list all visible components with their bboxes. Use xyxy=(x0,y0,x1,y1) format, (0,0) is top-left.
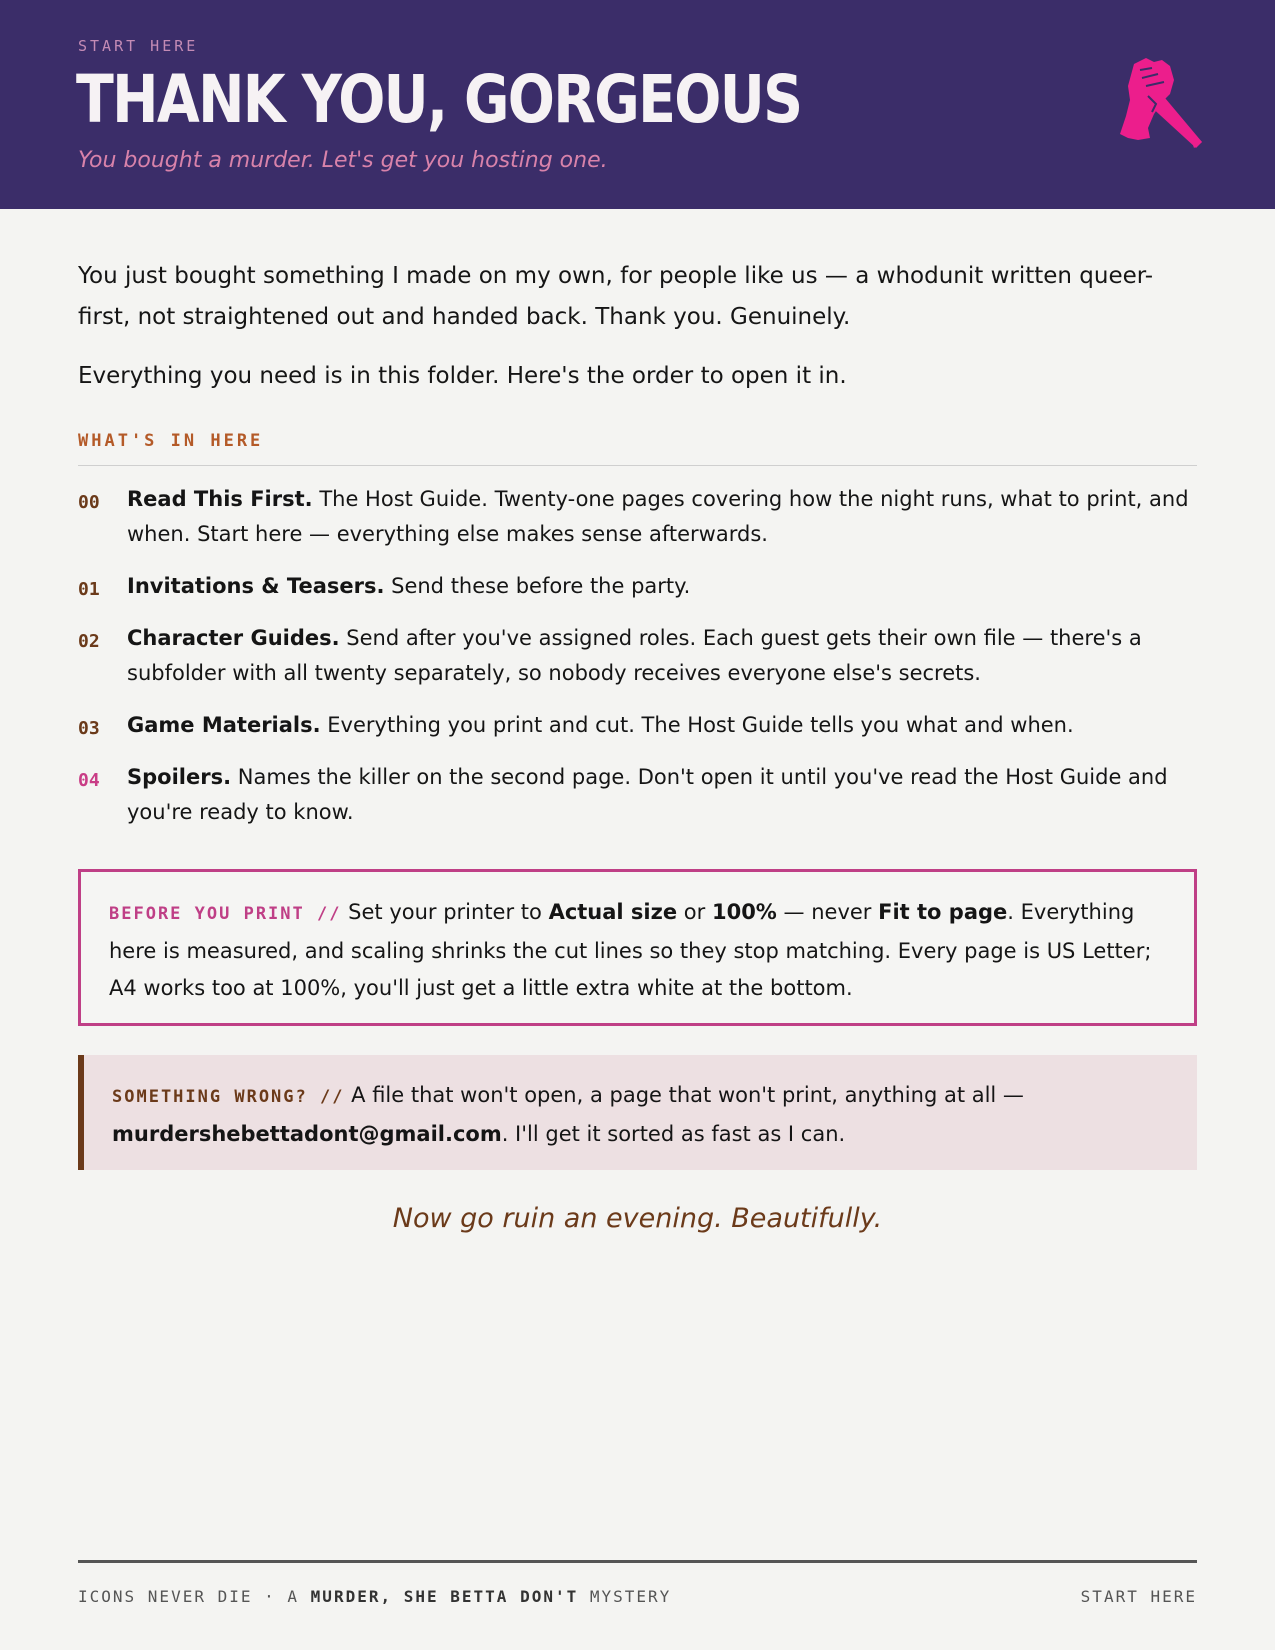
print-note-text: . Everything here is measured, and scaling shrinks the cut lines so they stop matching. Every page is US Letter; A4 works too at 100%, you'll just get a little extra white at the bottom. xyxy=(109,900,1152,1000)
item-number: 01 xyxy=(78,579,100,600)
print-note-bold: Fit to page xyxy=(878,900,1008,924)
item-number: 00 xyxy=(78,492,100,513)
print-note-text: — never xyxy=(783,900,872,924)
header-banner xyxy=(0,0,1275,209)
section-label-contents: WHAT'S IN HERE xyxy=(78,431,264,451)
list-item xyxy=(78,621,1200,691)
item-title: Spoilers. xyxy=(127,765,232,789)
item-text: Names the killer on the second page. Don't open it until you've read the Host Guide and you're ready to know. xyxy=(127,765,1168,824)
footer-section-label: START HERE xyxy=(1080,1587,1197,1606)
support-email-link[interactable]: murdershebettadont@gmail.com xyxy=(112,1122,502,1146)
raised-fist-dagger-icon xyxy=(1118,56,1202,150)
item-number: 03 xyxy=(78,718,100,739)
footer-suffix: MYSTERY xyxy=(589,1587,672,1606)
print-note-box xyxy=(78,869,1197,1026)
page-subtitle: You bought a murder. Let's get you hosting one. xyxy=(78,148,608,173)
print-note-text: or xyxy=(683,900,706,924)
footer-series-title: MURDER, SHE BETTA DON'T xyxy=(310,1587,579,1606)
contents-list xyxy=(78,482,1200,830)
item-title: Invitations & Teasers. xyxy=(127,574,385,598)
intro-paragraph-2: Everything you need is in this folder. Here's the order to open it in. xyxy=(78,363,847,389)
intro-paragraph: You just bought something I made on my own, for people like us — a whodunit written queer-first, not straightened out and handed back. Thank you. Genuinely. xyxy=(78,263,1154,330)
divider xyxy=(78,465,1197,466)
print-note-tag: BEFORE YOU PRINT // xyxy=(109,904,342,924)
footer-divider xyxy=(78,1560,1197,1563)
support-note-text: . I'll get it sorted as fast as I can. xyxy=(501,1122,846,1146)
footer-series-label xyxy=(78,1587,671,1606)
item-title: Read This First. xyxy=(127,487,313,511)
item-text: Send after you've assigned roles. Each guest gets their own file — there's a subfolder with all twenty separately, so nobody receives everyone else's secrets. xyxy=(127,626,1142,685)
support-note-box xyxy=(78,1055,1197,1170)
print-note-bold: 100% xyxy=(711,900,777,924)
print-note-bold: Actual size xyxy=(548,900,678,924)
item-number: 04 xyxy=(78,770,100,791)
support-note-tag: SOMETHING WRONG? // xyxy=(112,1087,345,1107)
closing-line: Now go ruin an evening. Beautifully. xyxy=(392,1203,883,1234)
item-text: The Host Guide. Twenty-one pages covering how the night runs, what to print, and when. Start here — everything else makes sense afterwards. xyxy=(127,487,1189,546)
item-text: Everything you print and cut. The Host Guide tells you what and when. xyxy=(327,713,1074,737)
item-number: 02 xyxy=(78,631,100,652)
item-title: Game Materials. xyxy=(127,713,321,737)
kicker-label: START HERE xyxy=(78,37,199,55)
page-title: THANK YOU, GORGEOUS xyxy=(76,61,802,138)
item-title: Character Guides. xyxy=(127,626,340,650)
item-text: Send these before the party. xyxy=(391,574,691,598)
list-item xyxy=(78,482,1200,552)
list-item xyxy=(78,760,1200,830)
footer-prefix: ICONS NEVER DIE · A xyxy=(78,1587,300,1606)
list-item xyxy=(78,569,1200,604)
print-note-text: Set your printer to xyxy=(348,900,542,924)
support-note-text: A file that won't open, a page that won't print, anything at all — xyxy=(351,1083,1024,1107)
list-item xyxy=(78,708,1200,743)
